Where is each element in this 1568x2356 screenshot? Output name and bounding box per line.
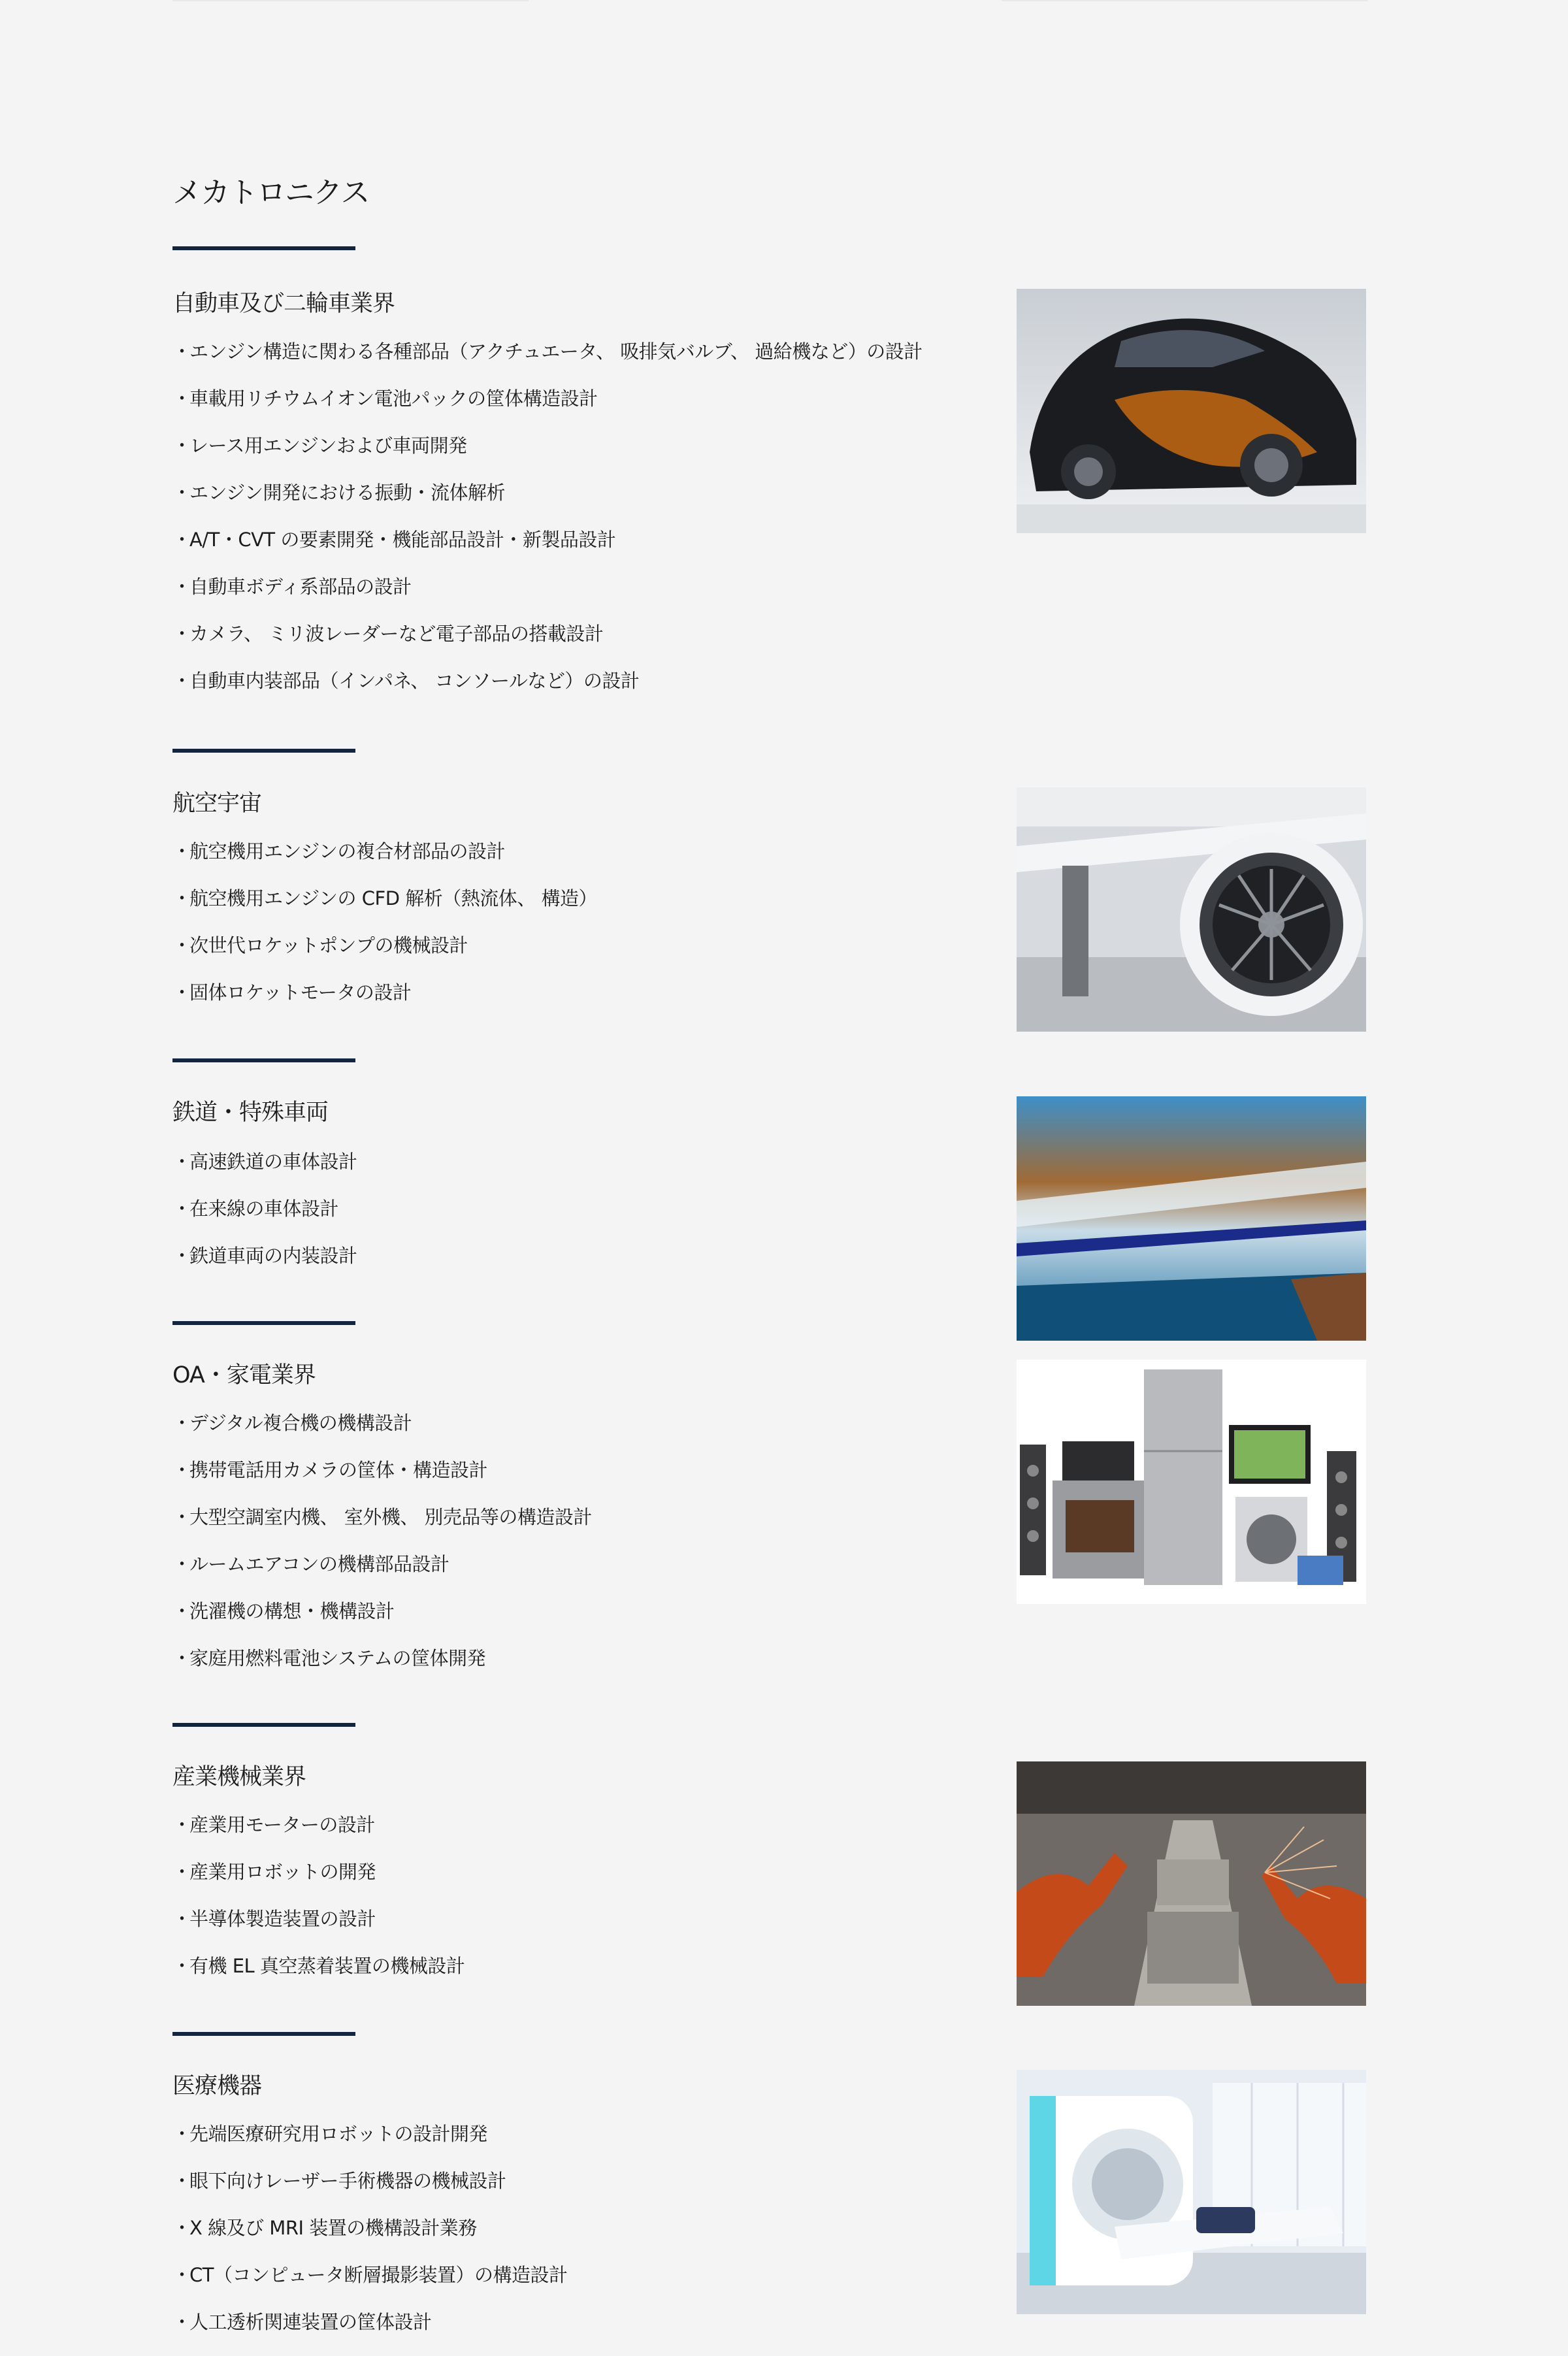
jet-engine-image <box>1017 787 1366 1032</box>
car-engine-image <box>1017 289 1366 533</box>
section-divider <box>172 1723 355 1727</box>
item-list <box>172 2121 567 2356</box>
list-item: ・有機 EL 真空蒸着装置の機械設計 <box>172 1955 465 1977</box>
list-item: ・高速鉄道の車体設計 <box>172 1151 357 1173</box>
section-title: 航空宇宙 <box>172 791 262 817</box>
list-item: ・車載用リチウムイオン電池パックの筐体構造設計 <box>172 387 598 410</box>
section-title: OA・家電業界 <box>172 1362 316 1388</box>
list-item: ・CT（コンピュータ断層撮影装置）の構造設計 <box>172 2264 568 2286</box>
list-item: ・在来線の車体設計 <box>172 1198 339 1220</box>
page-title: メカトロニクス <box>172 175 369 210</box>
item-list <box>172 1149 357 1290</box>
list-item: ・半導体製造装置の設計 <box>172 1908 376 1930</box>
list-item: ・航空機用エンジンの複合材部品の設計 <box>172 840 506 862</box>
list-item: ・鉄道車両の内装設計 <box>172 1245 357 1267</box>
list-item: ・エンジン構造に関わる各種部品（アクチュエータ、 吸排気バルブ、 過給機など）の設計 <box>172 340 923 363</box>
list-item: ・洗濯機の構想・機構設計 <box>172 1600 395 1622</box>
list-item: ・次世代ロケットポンプの機械設計 <box>172 934 468 957</box>
item-list <box>172 1812 465 2000</box>
list-item: ・産業用ロボットの開発 <box>172 1861 376 1883</box>
section-divider <box>172 1058 355 1062</box>
list-item: ・先端医療研究用ロボットの設計開発 <box>172 2123 488 2145</box>
section-divider <box>172 246 355 250</box>
list-item: ・固体ロケットモータの設計 <box>172 981 412 1004</box>
item-list <box>172 838 597 1026</box>
section-title: 自動車及び二輪車業界 <box>172 291 395 317</box>
list-item: ・自動車内装部品（インパネ、 コンソールなど）の設計 <box>172 670 640 692</box>
list-item: ・デジタル複合機の機構設計 <box>172 1412 412 1434</box>
section-divider <box>172 749 355 753</box>
list-item: ・大型空調室内機、 室外機、 別売品等の構造設計 <box>172 1506 592 1528</box>
list-item: ・人工透析関連装置の筐体設計 <box>172 2311 432 2333</box>
home-appliances-image <box>1017 1360 1366 1604</box>
list-item: ・A/T・CVT の要素開発・機能部品設計・新製品設計 <box>172 529 616 551</box>
list-item: ・携帯電話用カメラの筐体・構造設計 <box>172 1459 488 1481</box>
list-item: ・ルームエアコンの機構部品設計 <box>172 1553 449 1575</box>
high-speed-train-image <box>1017 1096 1366 1341</box>
top-divider-right <box>1002 0 1367 1</box>
section-divider <box>172 2032 355 2036</box>
list-item: ・エンジン開発における振動・流体解析 <box>172 482 506 504</box>
list-item: ・レース用エンジンおよび車両開発 <box>172 434 467 457</box>
item-list <box>172 1410 592 1692</box>
mri-scanner-image <box>1017 2070 1366 2314</box>
list-item: ・自動車ボディ系部品の設計 <box>172 576 412 598</box>
factory-robots-image <box>1017 1761 1366 2006</box>
list-item: ・家庭用燃料電池システムの筐体開発 <box>172 1647 486 1669</box>
list-item: ・眼下向けレーザー手術機器の機械設計 <box>172 2170 506 2192</box>
section-title: 医療機器 <box>172 2073 262 2099</box>
item-list <box>172 338 923 715</box>
list-item: ・カメラ、 ミリ波レーダーなど電子部品の搭載設計 <box>172 623 604 645</box>
list-item: ・X 線及び MRI 装置の機構設計業務 <box>172 2217 477 2239</box>
list-item: ・産業用モーターの設計 <box>172 1814 375 1836</box>
section-divider <box>172 1321 355 1325</box>
section-title: 産業機械業界 <box>172 1764 306 1790</box>
list-item: ・航空機用エンジンの CFD 解析（熱流体、 構造） <box>172 887 597 909</box>
top-divider-left <box>172 0 529 1</box>
section-title: 鉄道・特殊車両 <box>172 1100 329 1126</box>
